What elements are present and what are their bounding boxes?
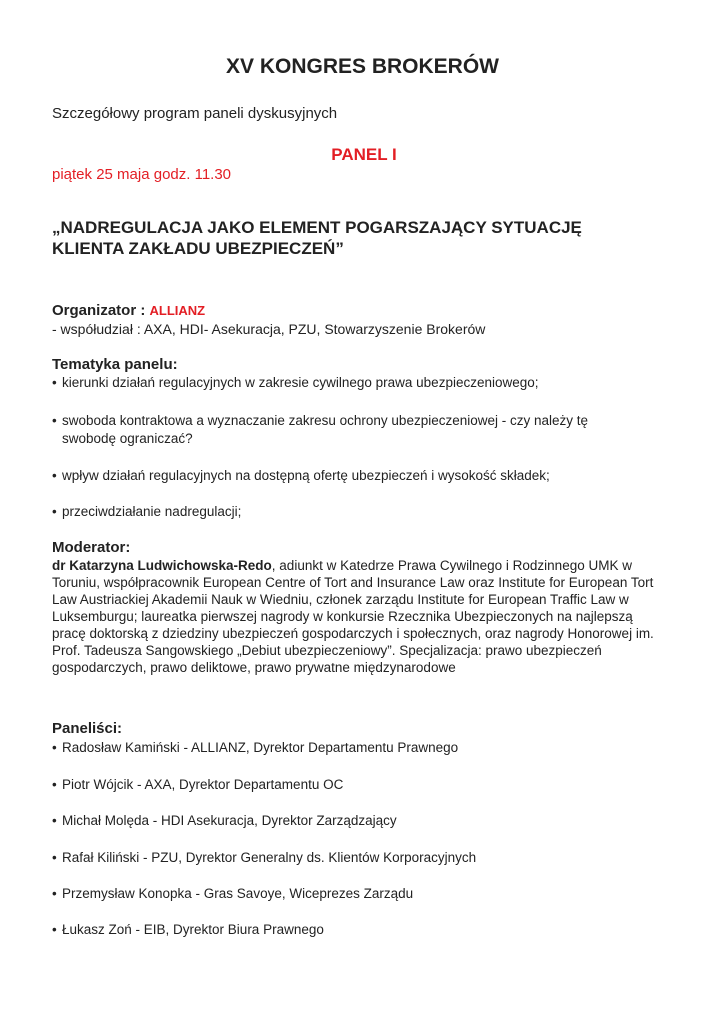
- panelist-item: [52, 849, 673, 867]
- heading-line-1: „NADREGULACJA JAKO ELEMENT POGARSZAJĄCY SYTUACJĘ: [52, 218, 582, 237]
- bullet-icon: •: [52, 922, 57, 937]
- topic-item: [52, 374, 673, 392]
- panelist-text: Radosław Kamiński - ALLIANZ, Dyrektor Departamentu Prawnego: [62, 740, 459, 755]
- heading-line-2: KLIENTA ZAKŁADU UBEZPIECZEŃ”: [52, 239, 344, 258]
- topics-label: Tematyka panelu:: [52, 356, 178, 373]
- topic-item: [52, 412, 645, 448]
- topic-item: [52, 467, 673, 485]
- topic-text: kierunki działań regulacyjnych w zakresie cywilnego prawa ubezpieczeniowego;: [62, 375, 539, 390]
- panelist-text: Piotr Wójcik - AXA, Dyrektor Departamentu OC: [62, 777, 344, 792]
- moderator-bio: [52, 557, 670, 676]
- topic-text: swoboda kontraktowa a wyznaczanie zakresu ochrony ubezpieczeniowej - czy należy tę swobodę ograniczać?: [62, 413, 589, 446]
- topic-item: [52, 503, 673, 521]
- panel-label: PANEL I: [331, 145, 397, 164]
- bullet-icon: •: [52, 813, 57, 828]
- panelist-text: Łukasz Zoń - EIB, Dyrektor Biura Prawnego: [62, 922, 324, 937]
- bullet-icon: •: [52, 777, 57, 792]
- panelist-item: [52, 885, 673, 903]
- panelists-label: Paneliści:: [52, 720, 123, 737]
- bullet-icon: •: [52, 886, 57, 901]
- topic-text: przeciwdziałanie nadregulacji;: [62, 504, 242, 519]
- bullet-icon: •: [52, 504, 57, 519]
- bullet-icon: •: [52, 413, 57, 428]
- subtitle: Szczegółowy program paneli dyskusyjnych: [52, 105, 338, 122]
- bullet-icon: •: [52, 740, 57, 755]
- panelist-item: [52, 921, 673, 939]
- panel-date: piątek 25 maja godz. 11.30: [52, 166, 232, 183]
- bullet-icon: •: [52, 375, 57, 390]
- bullet-icon: •: [52, 850, 57, 865]
- panel-heading: [52, 217, 685, 259]
- moderator-name: dr Katarzyna Ludwichowska-Redo: [52, 558, 272, 573]
- panelist-item: [52, 739, 673, 757]
- topic-text: wpływ działań regulacyjnych na dostępną ofertę ubezpieczeń i wysokość składek;: [62, 468, 550, 483]
- organizer-cooperation: - współudział : AXA, HDI- Asekuracja, PZU, Stowarzyszenie Brokerów: [52, 321, 486, 337]
- organizer-section: [52, 301, 673, 339]
- panelist-item: [52, 776, 673, 794]
- moderator-label: Moderator:: [52, 539, 131, 556]
- panelist-text: Michał Molęda - HDI Asekuracja, Dyrektor Zarządzający: [62, 813, 397, 828]
- moderator-description: , adiunkt w Katedrze Prawa Cywilnego i Rodzinnego UMK w Toruniu, współpracownik European Centre of Tort and Insurance Law oraz Institute for European Tort Law Austriackiej Akademii Nauk w Wiedniu, członek zarządu Institute for European Traffic Law w Luksemburgu; laureatka pierwszej nagrody w konkursie Rzecznika Ubezpieczonych na najlepszą pracę doktorską z dziedziny ubezpieczeń gospodarczych i społecznych, oraz nagrody Honorowej im. Prof. Tadeusza Sangowskiego „Debiut ubezpieczeniowy”. Specjalizacja: prawo ubezpieczeń gospodarczych, prawo deliktowe, prawo prywatne międzynarodowe: [52, 558, 654, 675]
- page-title: XV KONGRES BROKERÓW: [225, 55, 500, 78]
- panelist-text: Rafał Kiliński - PZU, Dyrektor Generalny ds. Klientów Korporacyjnych: [62, 850, 477, 865]
- panelist-text: Przemysław Konopka - Gras Savoye, Wiceprezes Zarządu: [62, 886, 414, 901]
- panelist-item: [52, 812, 673, 830]
- organizer-label: Organizator :: [52, 302, 150, 319]
- organizer-name: ALLIANZ: [149, 303, 206, 318]
- bullet-icon: •: [52, 468, 57, 483]
